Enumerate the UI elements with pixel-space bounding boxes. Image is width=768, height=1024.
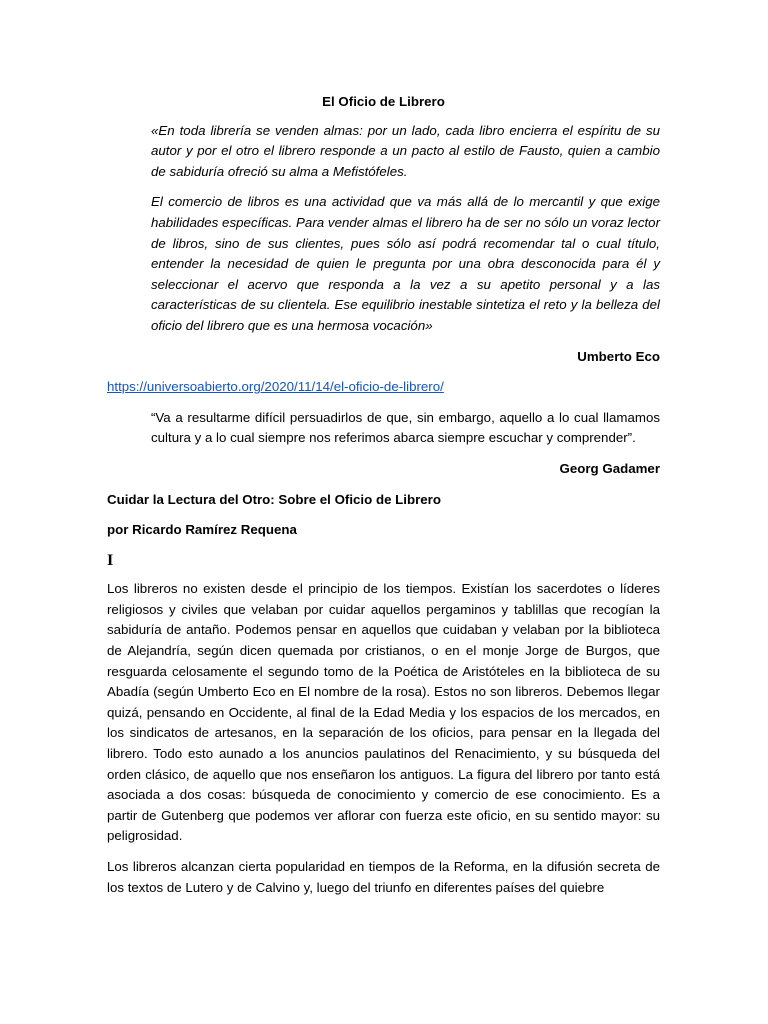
article-byline: por Ricardo Ramírez Requena xyxy=(107,522,297,538)
source-link[interactable]: https://universoabierto.org/2020/11/14/el-oficio-de-librero/ xyxy=(107,379,444,395)
epigraph-gadamer: “Va a resultarme difícil persuadirlos de que, sin embargo, aquello a lo cual llamamos cultura y a lo cual siempre nos referimos abarca siempre escuchar y comprender”. xyxy=(151,409,660,446)
document-page xyxy=(107,92,660,908)
epigraph-author-gadamer: Georg Gadamer xyxy=(559,460,660,476)
article-title: Cuidar la Lectura del Otro: Sobre el Oficio de Librero xyxy=(107,491,441,507)
epigraph-paragraph: El comercio de libros es una actividad que va más allá de lo mercantil y que exige habilidades específicas. Para vender almas el librero ha de ser no sólo un voraz lector de libros, sino de sus clientes, pues sólo así podrá recomendar tal o cual título, entender la necesidad de quien le pregunta por una obra desconocida para él y seleccionar el acervo que responda a la vez a su apetito personal y a las características de su clientela. Ese equilibrio inestable sintetiza el reto y la belleza del oficio del librero que es una hermosa vocación» xyxy=(151,194,660,333)
document-title: El Oficio de Librero xyxy=(322,94,445,109)
body-paragraph: Los libreros no existen desde el principio de los tiempos. Existían los sacerdotes o líderes religiosos y civiles que velaban por cuidar aquellos pergaminos y tablillas que recogían la sabiduría de antaño. Podemos pensar en aquellos que cuidaban y velaban por la biblioteca de Alejandría, según dicen quemada por cristianos, o en el monje Jorge de Burgos, que resguarda celosamente el segundo tomo de la Poética de Aristóteles en la biblioteca de su Abadía (según Umberto Eco en El nombre de la rosa). Estos no son libreros. Debemos llegar quizá, pensando en Occidente, al final de la Edad Media y los espacios de los mercados, en los sindicatos de artesanos, en la separación de los oficios, para pensar en la llegada del librero. Todo esto aunado a los anuncios paulatinos del Renacimiento, y su búsqueda del orden clásico, de aquello que nos enseñaron los antiguos. La figura del librero por tanto está asociada a dos cosas: búsqueda de conocimiento y comercio de ese conocimiento. Es a partir de Gutenberg que podemos ver aflorar con fuerza este oficio, en su sentido mayor: su peligrosidad. xyxy=(107,581,660,844)
epigraph-eco xyxy=(151,121,660,337)
epigraph-paragraph: «En toda librería se venden almas: por un lado, cada libro encierra el espíritu de su autor y por el otro el librero responde a un pacto al estilo de Fausto, quien a cambio de sabiduría ofreció su alma a Mefistófeles. xyxy=(151,122,660,179)
epigraph-author-eco: Umberto Eco xyxy=(577,348,660,364)
section-number: I xyxy=(107,551,114,569)
body-paragraph: Los libreros alcanzan cierta popularidad en tiempos de la Reforma, en la difusión secreta de los textos de Lutero y de Calvino y, luego del triunfo en diferentes países del quiebre xyxy=(107,859,660,895)
